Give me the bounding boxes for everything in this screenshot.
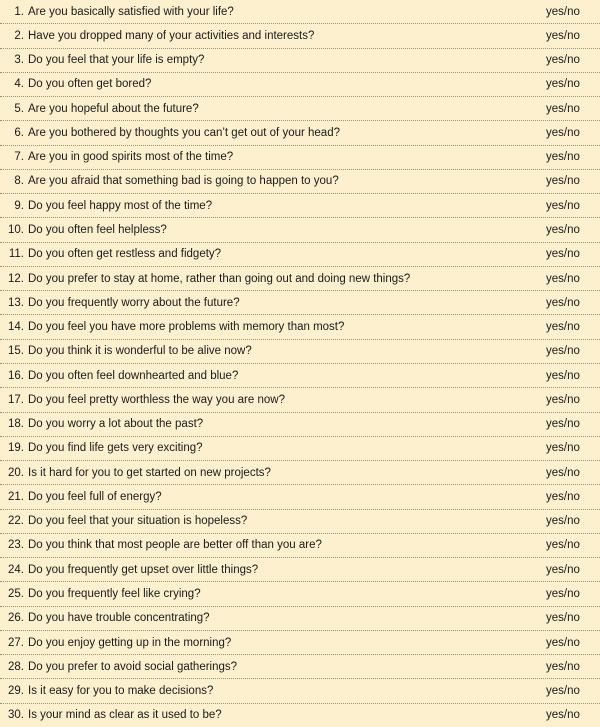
- question-number: 9.: [14, 199, 24, 212]
- question-text: Do you enjoy getting up in the morning?: [28, 636, 232, 649]
- question-text: Do you think it is wonderful to be alive now?: [28, 345, 252, 358]
- question-text: Do you often get restless and fidgety?: [28, 248, 222, 261]
- question-row-26: [0, 607, 600, 631]
- question-text: Do you frequently worry about the future?: [28, 296, 240, 309]
- question-row-19: [0, 437, 600, 461]
- question-row-29: [0, 679, 600, 703]
- question-text: Are you basically satisfied with your life?: [28, 5, 234, 18]
- question-number: 7.: [14, 151, 24, 164]
- question-row-24: [0, 558, 600, 582]
- question-text: Do you often feel downhearted and blue?: [28, 369, 239, 382]
- question-number: 19.: [8, 442, 24, 455]
- question-number: 27.: [8, 636, 24, 649]
- question-text: Do you prefer to stay at home, rather than going out and doing new things?: [28, 272, 411, 285]
- answer-options: yes/no: [546, 272, 580, 285]
- question-number: 3.: [14, 54, 24, 67]
- question-row-9: [0, 194, 600, 218]
- question-text: Is it easy for you to make decisions?: [28, 685, 214, 698]
- question-number: 2.: [14, 29, 24, 42]
- question-row-22: [0, 510, 600, 534]
- answer-options: yes/no: [546, 102, 580, 115]
- question-row-3: [0, 49, 600, 73]
- answer-options: yes/no: [546, 369, 580, 382]
- question-text: Do you feel that your life is empty?: [28, 54, 205, 67]
- question-row-8: [0, 170, 600, 194]
- question-text: Are you hopeful about the future?: [28, 102, 199, 115]
- question-number: 17.: [8, 393, 24, 406]
- answer-options: yes/no: [546, 442, 580, 455]
- question-row-18: [0, 413, 600, 437]
- question-row-10: [0, 218, 600, 242]
- question-number: 13.: [8, 296, 24, 309]
- answer-options: yes/no: [546, 490, 580, 503]
- question-row-17: [0, 388, 600, 412]
- question-text: Do you feel pretty worthless the way you are now?: [28, 393, 285, 406]
- question-row-14: [0, 315, 600, 339]
- question-text: Do you frequently feel like crying?: [28, 588, 201, 600]
- question-number: 29.: [8, 685, 24, 698]
- question-text: Do you feel you have more problems with memory than most?: [28, 321, 345, 334]
- question-row-25: [0, 582, 600, 606]
- question-text: Do you find life gets very exciting?: [28, 442, 203, 455]
- question-number: 30.: [8, 709, 24, 722]
- answer-options: yes/no: [546, 539, 580, 552]
- question-number: 20.: [8, 466, 24, 479]
- answer-options: yes/no: [546, 175, 580, 188]
- answer-options: yes/no: [546, 685, 580, 698]
- answer-options: yes/no: [546, 78, 580, 91]
- answer-options: yes/no: [546, 563, 580, 576]
- question-number: 1.: [14, 5, 24, 18]
- question-text: Do you feel happy most of the time?: [28, 199, 213, 212]
- question-number: 8.: [14, 175, 24, 188]
- question-number: 21.: [8, 490, 24, 503]
- question-row-15: [0, 340, 600, 364]
- question-text: Do you worry a lot about the past?: [28, 418, 204, 431]
- question-number: 4.: [14, 78, 24, 91]
- question-row-6: [0, 121, 600, 145]
- question-number: 16.: [8, 369, 24, 382]
- answer-options: yes/no: [546, 393, 580, 406]
- question-row-4: [0, 73, 600, 97]
- answer-options: yes/no: [546, 248, 580, 261]
- question-number: 14.: [8, 321, 24, 334]
- answer-options: yes/no: [546, 151, 580, 164]
- question-number: 10.: [8, 224, 24, 237]
- question-row-30: [0, 704, 600, 727]
- question-number: 22.: [8, 515, 24, 528]
- question-text: Do you feel that your situation is hopeless?: [28, 515, 248, 528]
- question-text: Have you dropped many of your activities and interests?: [28, 29, 315, 42]
- question-text: Do you have trouble concentrating?: [28, 612, 210, 625]
- answer-options: yes/no: [546, 321, 580, 334]
- question-row-1: [0, 0, 600, 24]
- answer-options: yes/no: [546, 29, 580, 42]
- question-text: Do you often feel helpless?: [28, 224, 167, 237]
- answer-options: yes/no: [546, 296, 580, 309]
- question-number: 12.: [8, 272, 24, 285]
- question-row-16: [0, 364, 600, 388]
- question-text: Do you feel full of energy?: [28, 490, 162, 503]
- question-text: Is it hard for you to get started on new projects?: [28, 466, 271, 479]
- answer-options: yes/no: [546, 515, 580, 528]
- question-row-7: [0, 146, 600, 170]
- question-text: Do you think that most people are better off than you are?: [28, 539, 322, 552]
- question-row-11: [0, 243, 600, 267]
- question-text: Are you bothered by thoughts you can’t get out of your head?: [28, 126, 340, 139]
- question-row-2: [0, 24, 600, 48]
- answer-options: yes/no: [546, 199, 580, 212]
- answer-options: yes/no: [546, 660, 580, 673]
- question-number: 26.: [8, 612, 24, 625]
- answer-options: yes/no: [546, 224, 580, 237]
- question-row-12: [0, 267, 600, 291]
- question-row-20: [0, 461, 600, 485]
- question-text: Do you often get bored?: [28, 78, 152, 91]
- answer-options: yes/no: [546, 612, 580, 625]
- question-number: 11.: [8, 248, 24, 261]
- question-row-27: [0, 631, 600, 655]
- answer-options: yes/no: [546, 54, 580, 67]
- question-number: 15.: [8, 345, 24, 358]
- question-number: 24.: [8, 563, 24, 576]
- answer-options: yes/no: [546, 709, 580, 722]
- answer-options: yes/no: [546, 636, 580, 649]
- answer-options: yes/no: [546, 588, 580, 600]
- question-number: 5.: [14, 102, 24, 115]
- answer-options: yes/no: [546, 466, 580, 479]
- question-text: Is your mind as clear as it used to be?: [28, 709, 222, 722]
- answer-options: yes/no: [546, 5, 580, 18]
- answer-options: yes/no: [546, 126, 580, 139]
- question-number: 25.: [8, 588, 24, 600]
- question-text: Are you afraid that something bad is going to happen to you?: [28, 175, 339, 188]
- question-row-28: [0, 655, 600, 679]
- answer-options: yes/no: [546, 418, 580, 431]
- question-row-21: [0, 485, 600, 509]
- question-number: 6.: [14, 126, 24, 139]
- question-number: 23.: [8, 539, 24, 552]
- question-row-5: [0, 97, 600, 121]
- answer-options: yes/no: [546, 345, 580, 358]
- question-row-13: [0, 291, 600, 315]
- question-text: Do you frequently get upset over little things?: [28, 563, 259, 576]
- question-number: 18.: [8, 418, 24, 431]
- question-text: Do you prefer to avoid social gatherings?: [28, 660, 238, 673]
- question-row-23: [0, 534, 600, 558]
- question-number: 28.: [8, 660, 24, 673]
- question-text: Are you in good spirits most of the time?: [28, 151, 234, 164]
